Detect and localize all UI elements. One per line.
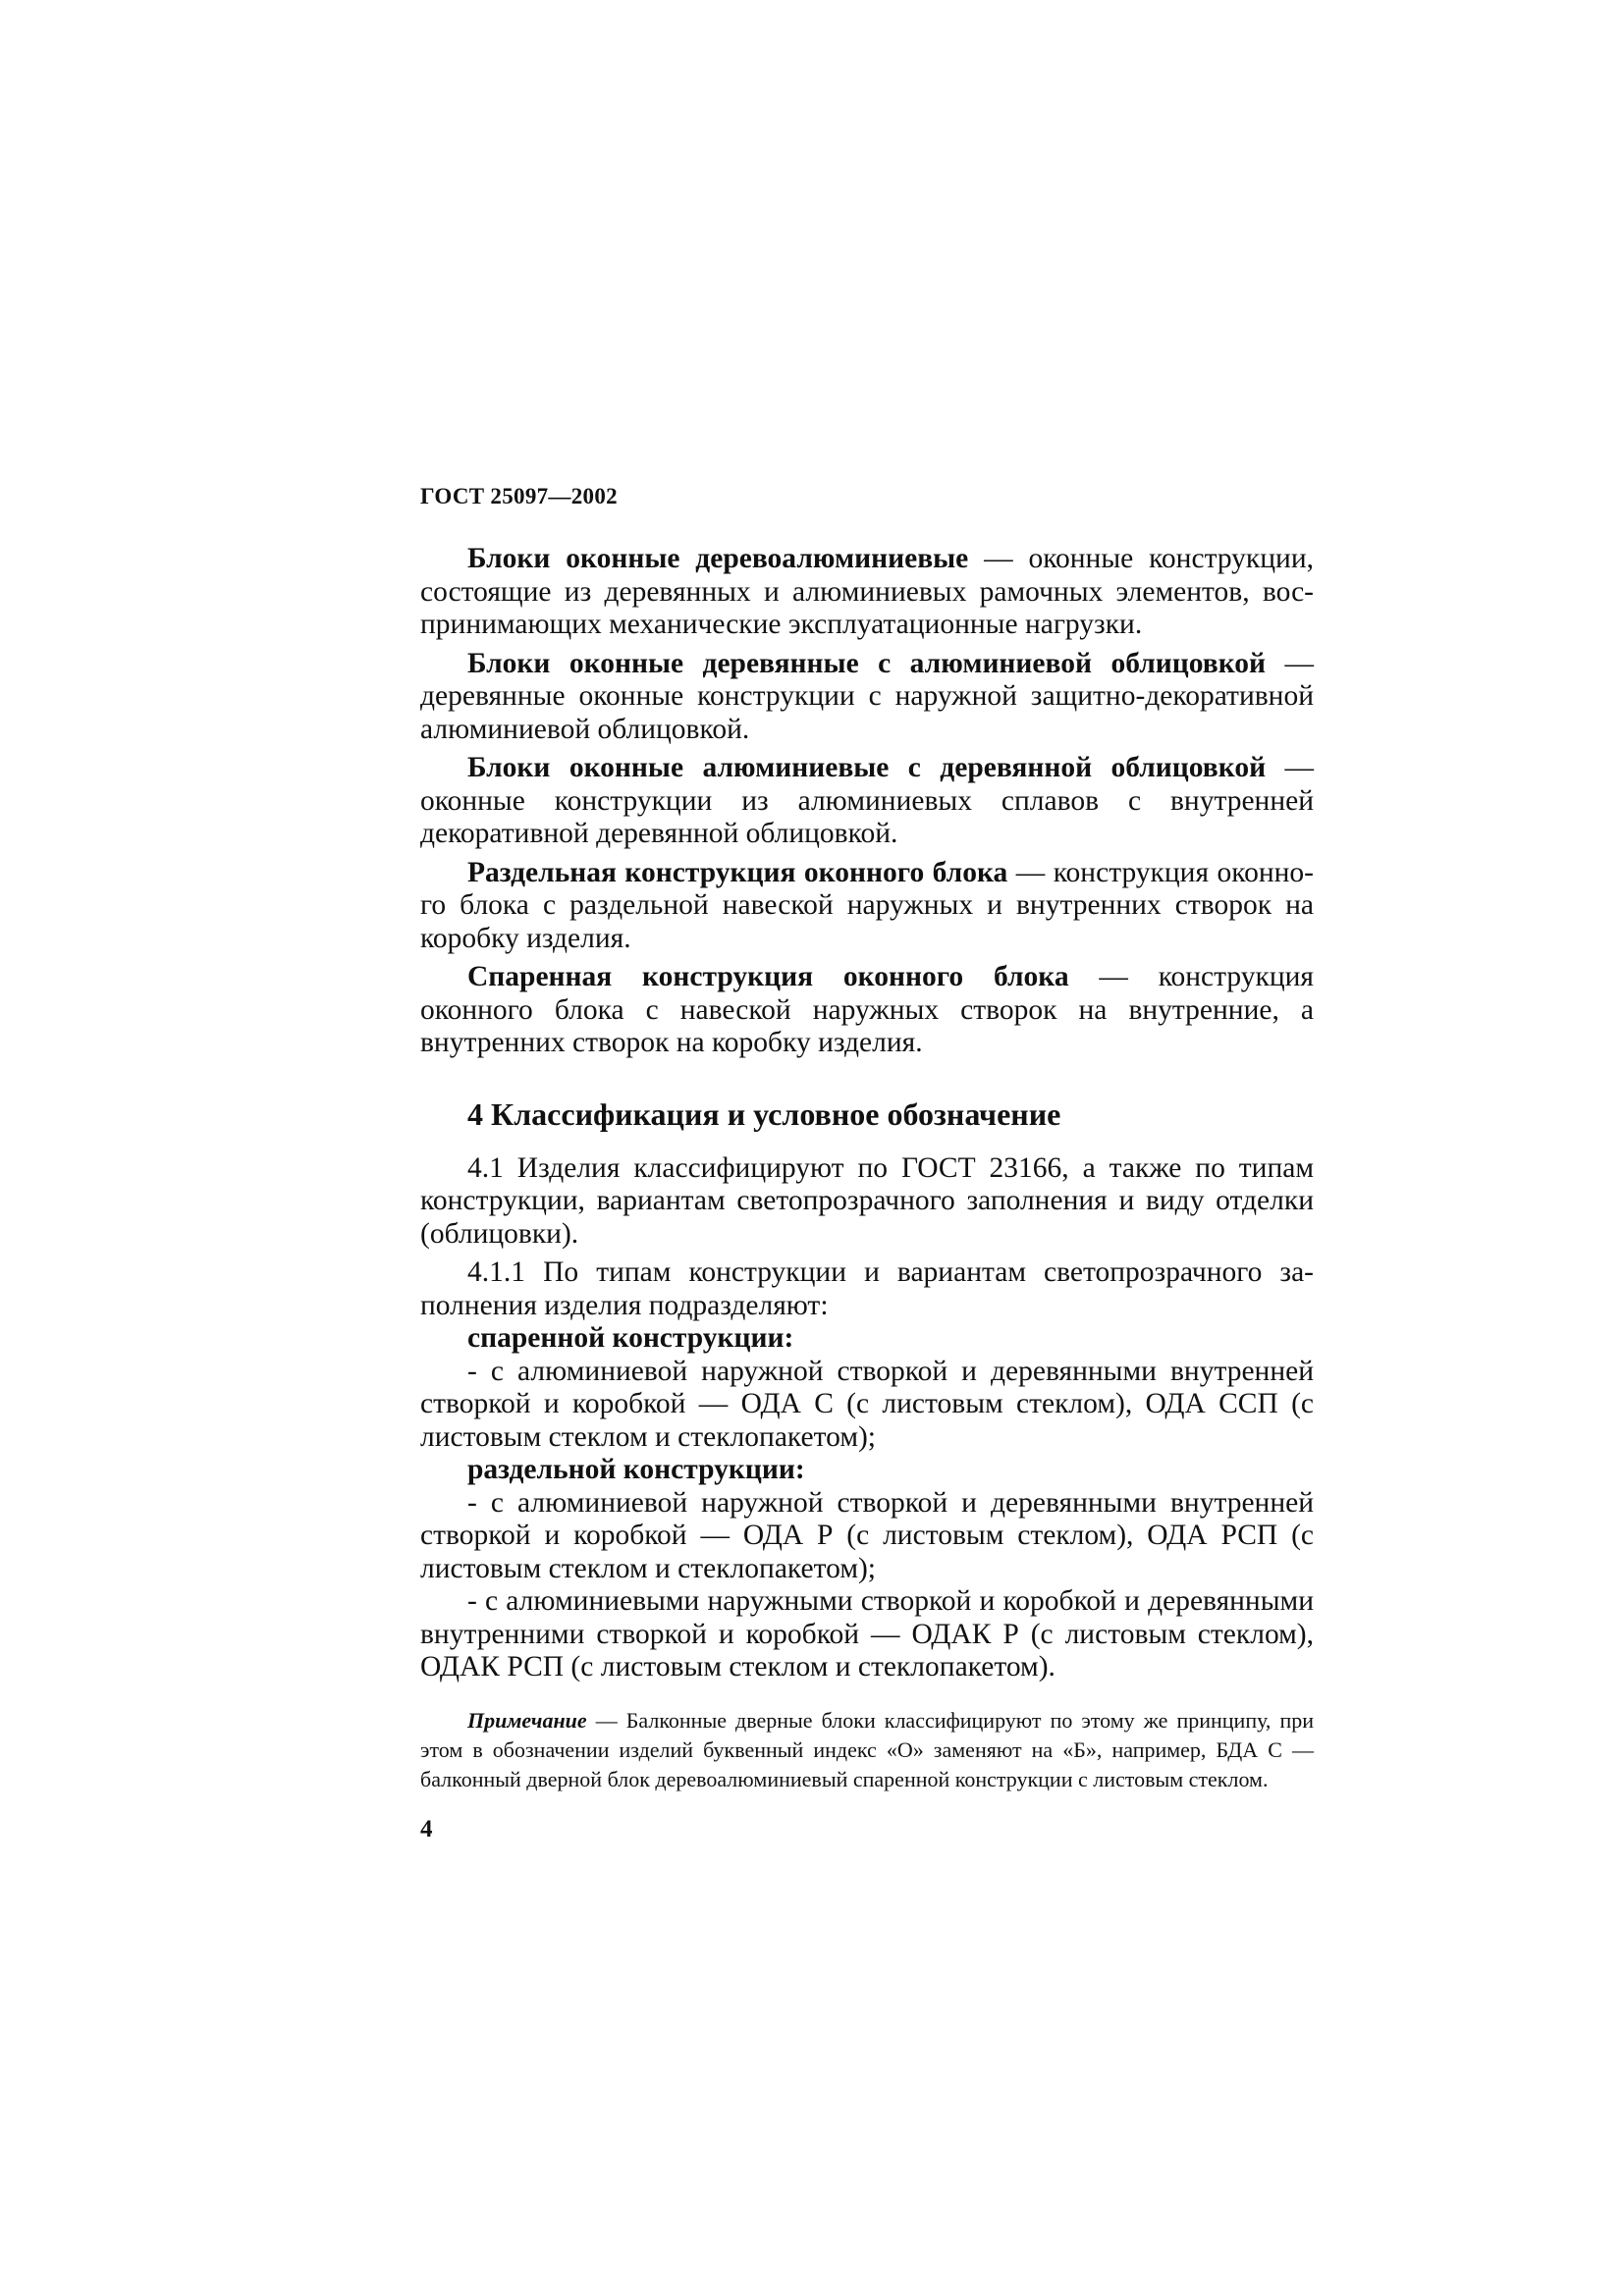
- definition-term: Спаренная конструкция оконного блока: [467, 961, 1069, 992]
- note: [420, 1706, 1314, 1794]
- definition-term: Блоки оконные деревянные с алюминиевой облицовкой: [467, 647, 1267, 679]
- definition-text: — конструкция оконного блока с навеской наружных створок на внутренние, а внутренних створок на коробку изделия.: [420, 961, 1314, 1058]
- definition-text: — конструкция оконного блока с раздельной навеской наружных и внутренних створок на коробку изделия.: [420, 856, 1314, 954]
- definition-paragraph: [420, 961, 1314, 1060]
- definition-paragraph: [420, 857, 1314, 956]
- separate-construction-heading: раздельной конструкции:: [467, 1454, 805, 1485]
- definition-text: — деревянные оконные конструкции с наружной защитно-декоративной алюминиевой облицовкой.: [420, 647, 1315, 745]
- definition-term: Блоки оконные алюминиевые с деревянной облицовкой: [467, 752, 1267, 783]
- page-number: 4: [420, 1816, 433, 1842]
- definition-term: Блоки оконные деревоалюминиевые: [467, 543, 969, 574]
- paired-construction-item: - с алюминиевой наружной створкой и деревянными внутренней створкой и коробкой — ОДА С (с листовым стеклом), ОДА ССП (с листовым стеклом и стеклопакетом);: [420, 1355, 1314, 1453]
- definition-paragraph: [420, 543, 1314, 642]
- section-title: 4 Классификация и условное обозначение: [467, 1095, 1061, 1132]
- page-content: [420, 543, 1314, 1794]
- definition-term: Раздельная конструкция оконного блока: [467, 856, 1008, 888]
- note-text: — Балконные дверные блоки классифицируют по этому же принципу, при этом в обозначении изделий буквенный индекс «О» заменяют на «Б», например, БДА С — балконный дверной блок деревоалюминиевый спаренной конструкции с листовым стеклом.: [420, 1707, 1314, 1791]
- note-label: Примечание: [467, 1707, 587, 1733]
- separate-construction-item: - с алюминиевой наружной створкой и деревянными внутренней створкой и коробкой — ОДА Р (с листовым стеклом), ОДА РСП (с листовым стеклом и стеклопакетом);: [420, 1486, 1314, 1584]
- definition-paragraph: [420, 752, 1314, 851]
- definition-text: — оконные конструкции, состоящие из деревянных и алюминиевых рамочных элементов, воспринимающих механические эксплуатационные нагрузки.: [420, 543, 1314, 640]
- clause-4-1-1: 4.1.1 По типам конструкции и вариантам светопрозрачного заполнения изделия подразделяют:: [420, 1256, 1314, 1321]
- separate-construction-item: - с алюминиевыми наружными створкой и коробкой и деревянными внутренними створкой и коробкой — ОДАК Р (с листовым стеклом), ОДАК РСП (с листовым стеклом и стеклопакетом).: [420, 1585, 1314, 1682]
- document-header: ГОСТ 25097—2002: [420, 484, 618, 508]
- clause-4-1: 4.1 Изделия классифицируют по ГОСТ 23166, а также по типам конструкции, вариантам светопрозрачного заполнения и виду отделки (облицовки).: [420, 1151, 1314, 1250]
- definition-text: — оконные конструкции из алюминиевых сплавов с внутренней декоративной деревянной облицовкой.: [420, 752, 1314, 849]
- definition-paragraph: [420, 648, 1314, 747]
- paired-construction-heading: спаренной конструкции:: [467, 1322, 794, 1354]
